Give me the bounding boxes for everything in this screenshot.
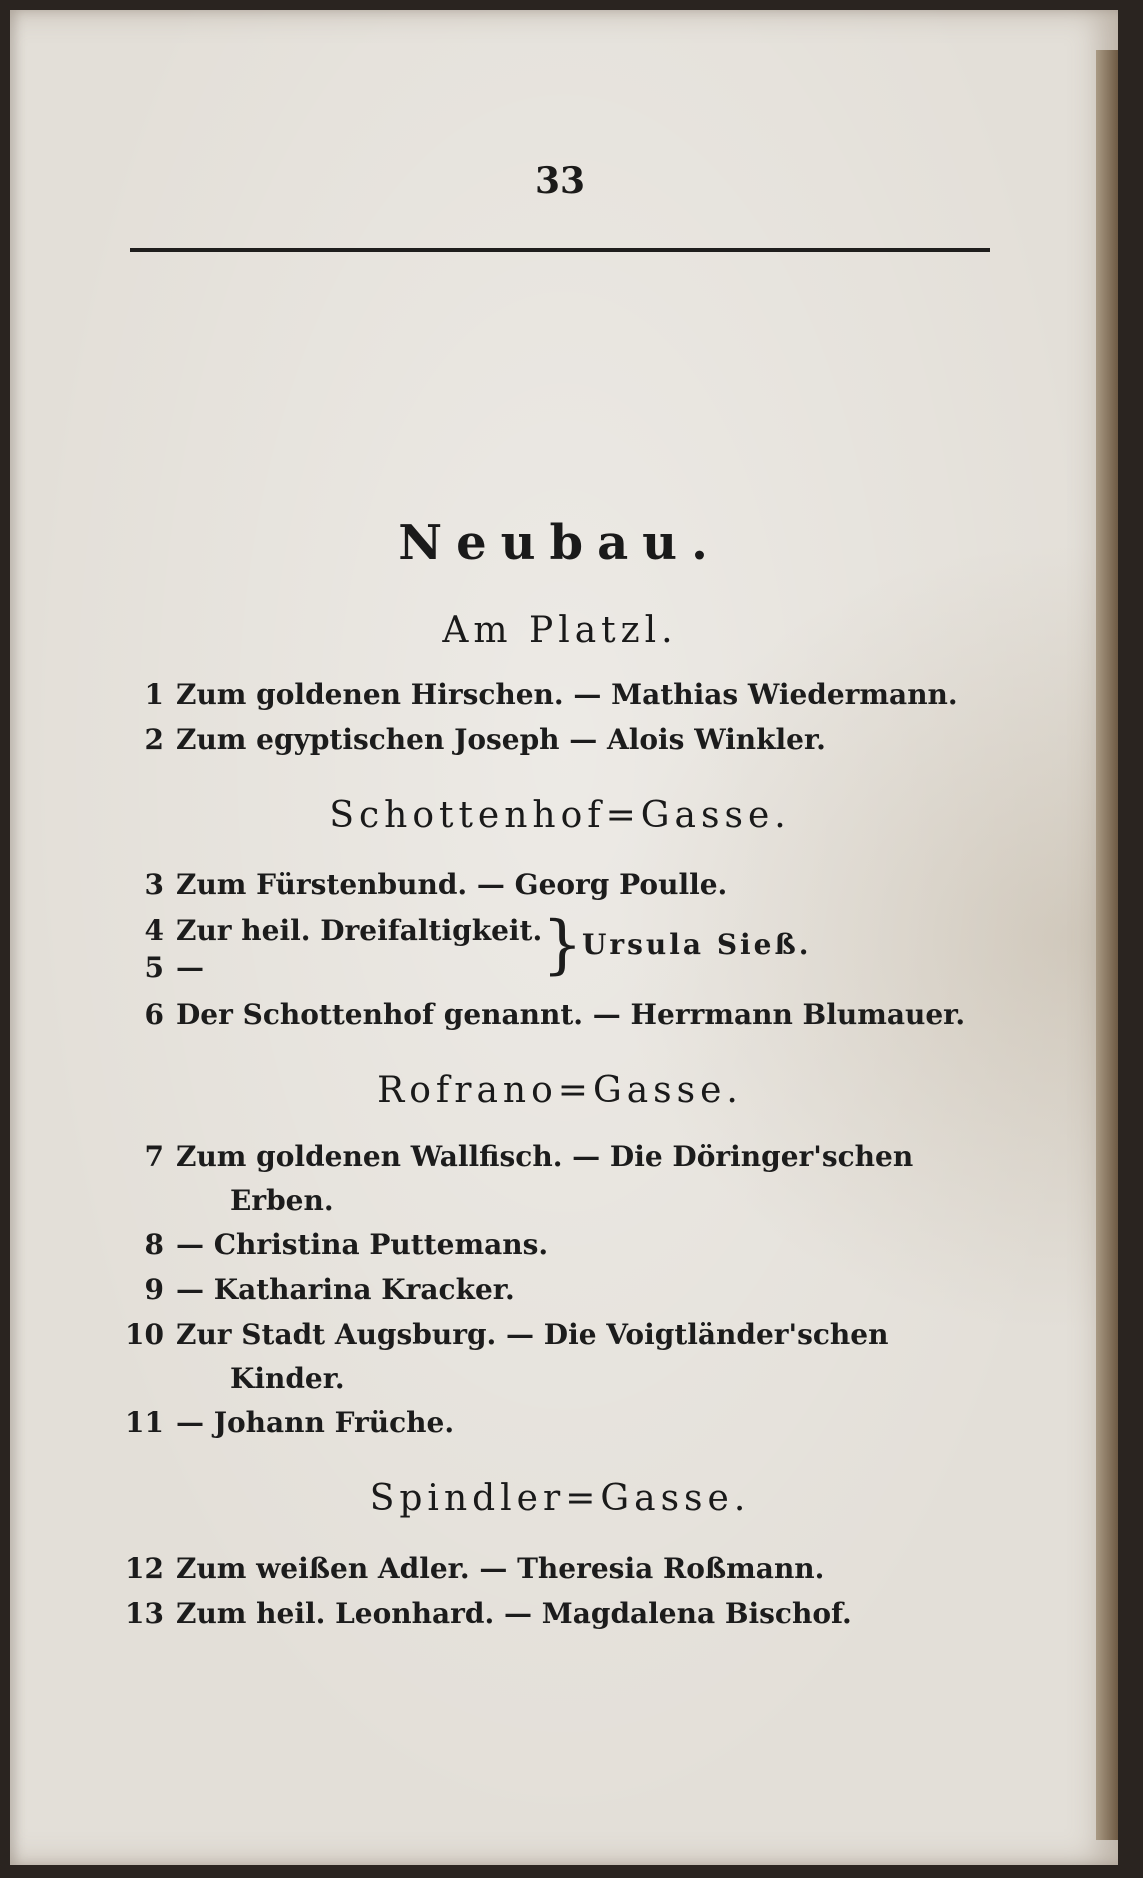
header-rule xyxy=(130,248,990,252)
entry-number: 4 xyxy=(144,914,164,947)
section-title-spindler-gasse: Spindler=Gasse. xyxy=(369,1478,751,1519)
entry-number: 10 xyxy=(125,1318,164,1351)
list-item xyxy=(118,1312,998,1358)
list-item xyxy=(118,1591,998,1637)
entry-text: — xyxy=(176,951,204,984)
entry-text: — Johann Früche. xyxy=(176,1406,455,1439)
entry-continuation: Kinder. xyxy=(230,1362,345,1395)
brace-owner: Ursula Sieß. xyxy=(582,928,812,961)
entry-text: Zum egyptischen Joseph — Alois Winkler. xyxy=(176,723,826,756)
entry-text: — Christina Puttemans. xyxy=(176,1228,549,1261)
entry-text: Zum goldenen Wallfisch. — Die Döringer'schen xyxy=(176,1140,914,1173)
book-page xyxy=(10,10,1118,1865)
section-title-schottenhof-gasse: Schottenhof=Gasse. xyxy=(329,795,791,836)
list-item xyxy=(118,992,998,1038)
list-item xyxy=(118,1222,998,1268)
list-item xyxy=(118,862,998,908)
entry-number: 13 xyxy=(125,1597,164,1630)
entry-text: Zum heil. Leonhard. — Magdalena Bischof. xyxy=(176,1597,852,1630)
list-item xyxy=(118,1400,998,1446)
page-edge xyxy=(1096,50,1118,1840)
list-item xyxy=(118,1134,998,1180)
entry-number: 7 xyxy=(144,1140,164,1173)
entry-text: Zur heil. Dreifaltigkeit. xyxy=(176,914,543,947)
entry-number: 2 xyxy=(144,723,164,756)
entry-number: 1 xyxy=(144,678,164,711)
entry-text: — Katharina Kracker. xyxy=(176,1273,515,1306)
district-title: Neubau. xyxy=(398,515,722,571)
entry-number: 5 xyxy=(144,951,164,984)
entry-number: 8 xyxy=(144,1228,164,1261)
entry-number: 6 xyxy=(144,998,164,1031)
section-title-am-platzl: Am Platzl. xyxy=(442,610,678,651)
entry-text: Der Schottenhof genannt. — Herrmann Blumauer. xyxy=(176,998,966,1031)
brace: } xyxy=(542,908,583,982)
entry-text: Zum Fürstenbund. — Georg Poulle. xyxy=(176,868,728,901)
list-item xyxy=(118,717,998,763)
entry-text: Zum goldenen Hirschen. — Mathias Wiedermann. xyxy=(176,678,958,711)
page-number: 33 xyxy=(534,160,586,202)
entry-number: 12 xyxy=(125,1552,164,1585)
entry-text: Zum weißen Adler. — Theresia Roßmann. xyxy=(176,1552,825,1585)
list-item xyxy=(118,672,998,718)
entry-number: 3 xyxy=(144,868,164,901)
entry-number: 11 xyxy=(125,1406,164,1439)
entry-continuation: Erben. xyxy=(230,1184,334,1217)
entry-number: 9 xyxy=(144,1273,164,1306)
list-item xyxy=(118,1546,998,1592)
entry-text: Zur Stadt Augsburg. — Die Voigtländer'schen xyxy=(176,1318,889,1351)
section-title-rofrano-gasse: Rofrano=Gasse. xyxy=(377,1070,743,1111)
list-item xyxy=(118,1267,998,1313)
